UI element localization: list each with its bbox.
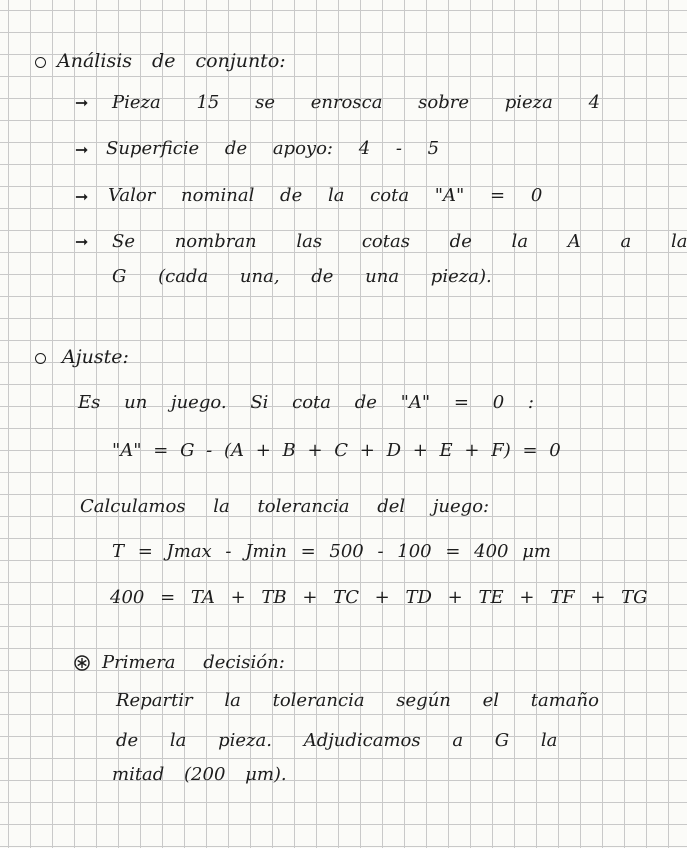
analysis-item-2: Superficie de apoyo: 4 - 5	[106, 138, 440, 159]
right-arrow-icon: ➞	[75, 232, 89, 251]
circle-bullet-icon	[35, 353, 46, 364]
asterisk-circle-icon	[74, 655, 90, 671]
analysis-item-3: Valor nominal de la cota "A" = 0	[108, 185, 543, 206]
analysis-item-4: Se nombran las cotas de la A a la	[112, 231, 687, 252]
section-heading-analysis: Análisis de conjunto:	[57, 50, 286, 72]
fit-line-1: Es un juego. Si cota de "A" = 0 :	[78, 392, 534, 413]
analysis-item-1: Pieza 15 se enrosca sobre pieza 4	[112, 92, 601, 113]
decision-heading: Primera decisión:	[102, 652, 285, 673]
fit-line-2: Calculamos la tolerancia del juego:	[80, 496, 490, 517]
right-arrow-icon: ➞	[75, 93, 89, 112]
circle-bullet-icon	[35, 57, 46, 68]
analysis-item-5: G (cada una, de una pieza).	[112, 266, 492, 287]
section-heading-fit: Ajuste:	[62, 346, 129, 368]
fit-equation: "A" = G - (A + B + C + D + E + F) = 0	[112, 440, 561, 461]
tolerance-equation: T = Jmax - Jmin = 500 - 100 = 400 μm	[112, 541, 551, 562]
decision-line-3: mitad (200 μm).	[112, 764, 287, 785]
decision-line-1: Repartir la tolerancia según el tamaño	[116, 690, 599, 711]
tolerance-sum-equation: 400 = TA + TB + TC + TD + TE + TF + TG	[110, 587, 648, 608]
right-arrow-icon: ➞	[75, 187, 89, 206]
right-arrow-icon: ➞	[75, 140, 89, 159]
decision-line-2: de la pieza. Adjudicamos a G la	[116, 730, 558, 751]
